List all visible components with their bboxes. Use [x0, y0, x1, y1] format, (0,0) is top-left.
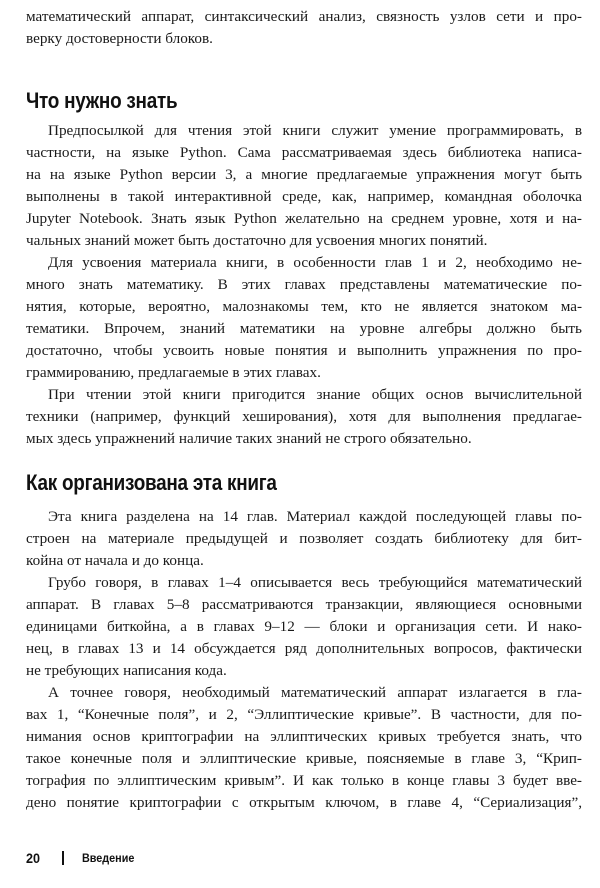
text-line: мых здесь упражнений наличие таких знаний не строго обязательно.: [26, 430, 472, 447]
text-line: верку достоверности блоков.: [26, 30, 213, 47]
text-line: Для усвоения материала книги, в особенности глав 1 и 2, необходимо не-: [48, 254, 582, 271]
text-line: тография по эллиптическим кривым”. И как только в конце главы 3 будет вве-: [26, 772, 582, 789]
structure-paragraph-2: [26, 572, 582, 682]
text-line: Предпосылкой для чтения этой книги служит умение программировать, в: [48, 122, 582, 139]
text-line: аппарат. В главах 5–8 рассматриваются транзакции, являющиеся основными: [26, 596, 582, 613]
text-line: дено понятие криптографии с открытым ключом, в главе 4, “Сериализация”,: [26, 794, 582, 811]
text-line: строен на материале предыдущей и позволяет создать библиотеку для бит-: [26, 530, 582, 547]
section-heading-prerequisites: Что нужно знать: [26, 88, 178, 113]
structure-paragraph-3: [26, 682, 582, 814]
footer-divider: [62, 851, 64, 865]
text-line: единицами биткойна, а в главах 9–12 — блоки и организация сети. И нако-: [26, 618, 582, 635]
page-number: 20: [26, 850, 41, 866]
text-line: не требующих написания кода.: [26, 662, 227, 679]
text-line: много знать математику. В этих главах представлены математические по-: [26, 276, 582, 293]
text-line: Грубо говоря, в главах 1–4 описывается весь требующийся математический: [48, 574, 582, 591]
text-line: Эта книга разделена на 14 глав. Материал каждой последующей главы по-: [48, 508, 582, 525]
text-line: выполнены в такой интерактивной среде, как, например, командная оболочка: [26, 188, 582, 205]
text-line: техники (например, функций хеширования), хотя для выполнения предлагае-: [26, 408, 582, 425]
text-line: койна от начала и до конца.: [26, 552, 204, 569]
text-line: такое конечные поля и эллиптические кривые, поясняемые в главе 3, “Крип-: [26, 750, 582, 767]
prerequisites-paragraph-1: [26, 120, 582, 252]
text-line: вах 1, “Конечные поля”, и 2, “Эллиптические кривые”. В частности, для по-: [26, 706, 582, 723]
text-line: граммированию, предлагаемые в этих главах.: [26, 364, 321, 381]
running-chapter-title: Введение: [82, 851, 135, 865]
text-line: математический аппарат, синтаксический анализ, связность узлов сети и про-: [26, 8, 582, 25]
text-line: чальных знаний может быть достаточно для усвоения многих понятий.: [26, 232, 488, 249]
text-line: частности, на языке Python. Сама рассматриваемая здесь библиотека написа-: [26, 144, 582, 161]
text-line: на на языке Python версии 3, а многие предлагаемые упражнения могут быть: [26, 166, 582, 183]
text-line: нятия, которые, вероятно, малознакомы тем, кто не является знатоком ма-: [26, 298, 582, 315]
text-line: нимания основ криптографии на эллиптических кривых требуется знать, что: [26, 728, 582, 745]
text-line: Jupyter Notebook. Знать язык Python желательно на среднем уровне, хотя и на-: [26, 210, 582, 227]
text-line: нец, в главах 13 и 14 обсуждается ряд дополнительных вопросов, фактически: [26, 640, 582, 657]
page-footer: [26, 848, 582, 868]
section-heading-book-structure: Как организована эта книга: [26, 470, 277, 495]
prerequisites-paragraph-3: [26, 384, 582, 450]
prerequisites-paragraph-2: [26, 252, 582, 384]
text-line: достаточно, чтобы усвоить новые понятия и выполнить упражнения по про-: [26, 342, 582, 359]
text-line: тематики. Впрочем, знаний математики на уровне алгебры должно быть: [26, 320, 582, 337]
structure-paragraph-1: [26, 506, 582, 572]
intro-paragraph: [26, 6, 582, 50]
text-line: А точнее говоря, необходимый математический аппарат излагается в гла-: [48, 684, 582, 701]
text-line: При чтении этой книги пригодится знание общих основ вычислительной: [48, 386, 582, 403]
